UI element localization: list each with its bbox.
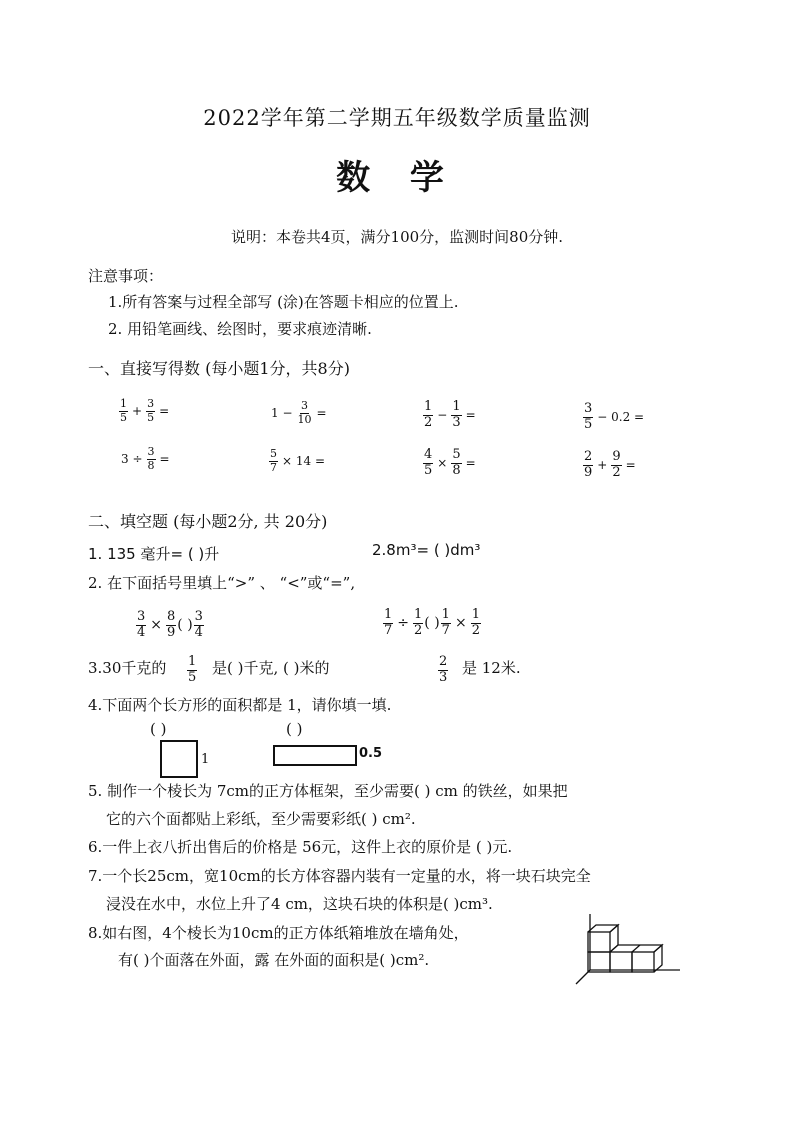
- notice-item-1: 1.所有答案与过程全部写 (涂)在答题卡相应的位置上.: [108, 293, 459, 311]
- q5-line-1: 5. 制作一个棱长为 7cm的正方体框架，至少需要( ) cm 的铁丝，如果把: [88, 782, 568, 800]
- notice-heading: 注意事项：: [88, 267, 164, 285]
- calc-2-3: $\frac{4}{5}$ × $\frac{5}{8}$ =: [424, 447, 476, 478]
- cube-stack-figure: [572, 912, 684, 988]
- calc-1-4: $\frac{3}{5}$ − 0.2 =: [584, 401, 645, 432]
- subject-title: 数 学: [336, 158, 458, 198]
- calc-2-1: 3 ÷ $\frac{3}{8}$ =: [121, 445, 170, 472]
- square-side-label: 1: [201, 752, 210, 767]
- square-figure: [160, 740, 198, 778]
- q2-compare-b: $\frac{1}{7}$ ÷ $\frac{1}{2}$ ( ) $\frac{1}{7}$ × $\frac{1}{2}$: [384, 607, 480, 638]
- rectangle-figure: [273, 745, 357, 766]
- rectangle-side-label: 0.5: [359, 746, 383, 761]
- q2-compare-a: $\frac{3}{4}$ × $\frac{8}{9}$ ( ) $\frac{3}{4}$: [137, 609, 203, 640]
- q4-text: 4.下面两个长方形的面积都是 1，请你填一填.: [88, 696, 392, 714]
- q4-blank-2: ( ): [286, 720, 303, 738]
- q1-part-a: 1. 135 毫升= ( )升: [88, 545, 220, 563]
- q3-part-b: 是( )千克, ( )米的: [212, 659, 330, 677]
- q3-part-a: 3.30千克的: [88, 659, 167, 677]
- q1-part-b: 2.8m³= ( )dm³: [372, 541, 481, 559]
- calc-1-1: $\frac{1}{5}$ + $\frac{3}{5}$ =: [120, 397, 170, 424]
- exam-note: 说明：本卷共4页，满分100分，监测时间80分钟.: [230, 228, 564, 246]
- q3-part-c: 是 12米.: [462, 659, 521, 677]
- q3-fraction-1: $\frac{1}{5}$: [188, 654, 197, 685]
- calc-2-2: $\frac{5}{7}$ × 14 =: [270, 447, 326, 474]
- notice-item-2: 2. 用铅笔画线、绘图时，要求痕迹清晰.: [108, 320, 372, 338]
- q6-text: 6.一件上衣八折出售后的价格是 56元，这件上衣的原价是 ( )元.: [88, 838, 513, 856]
- calc-1-2: 1 − $\frac{3}{10}$ =: [271, 399, 327, 426]
- q8-line-1: 8.如右图，4个棱长为10cm的正方体纸箱堆放在墙角处，: [88, 924, 469, 942]
- calc-1-3: $\frac{1}{2}$ − $\frac{1}{3}$ =: [424, 399, 476, 430]
- exam-title: 2022学年第二学期五年级数学质量监测: [203, 106, 591, 130]
- section1-heading: 一、直接写得数 (每小题1分，共8分): [88, 359, 350, 378]
- q8-line-2: 有( )个面落在外面，露 在外面的面积是( )cm².: [118, 951, 430, 969]
- q5-line-2: 它的六个面都贴上彩纸，至少需要彩纸( ) cm².: [106, 810, 416, 828]
- q2-text: 2. 在下面括号里填上“>” 、 “<”或“=”,: [88, 574, 356, 592]
- q4-blank-1: ( ): [150, 720, 167, 738]
- q7-line-2: 浸没在水中，水位上升了4 cm，这块石块的体积是( )cm³.: [106, 895, 493, 913]
- calc-2-4: $\frac{2}{9}$ + $\frac{9}{2}$ =: [584, 449, 636, 480]
- q7-line-1: 7.一个长25cm，宽10cm的长方体容器内装有一定量的水，将一块石块完全: [88, 867, 591, 885]
- section2-heading: 二、填空题 (每小题2分, 共 20分): [88, 512, 328, 531]
- q3-fraction-2: $\frac{2}{3}$: [439, 654, 448, 685]
